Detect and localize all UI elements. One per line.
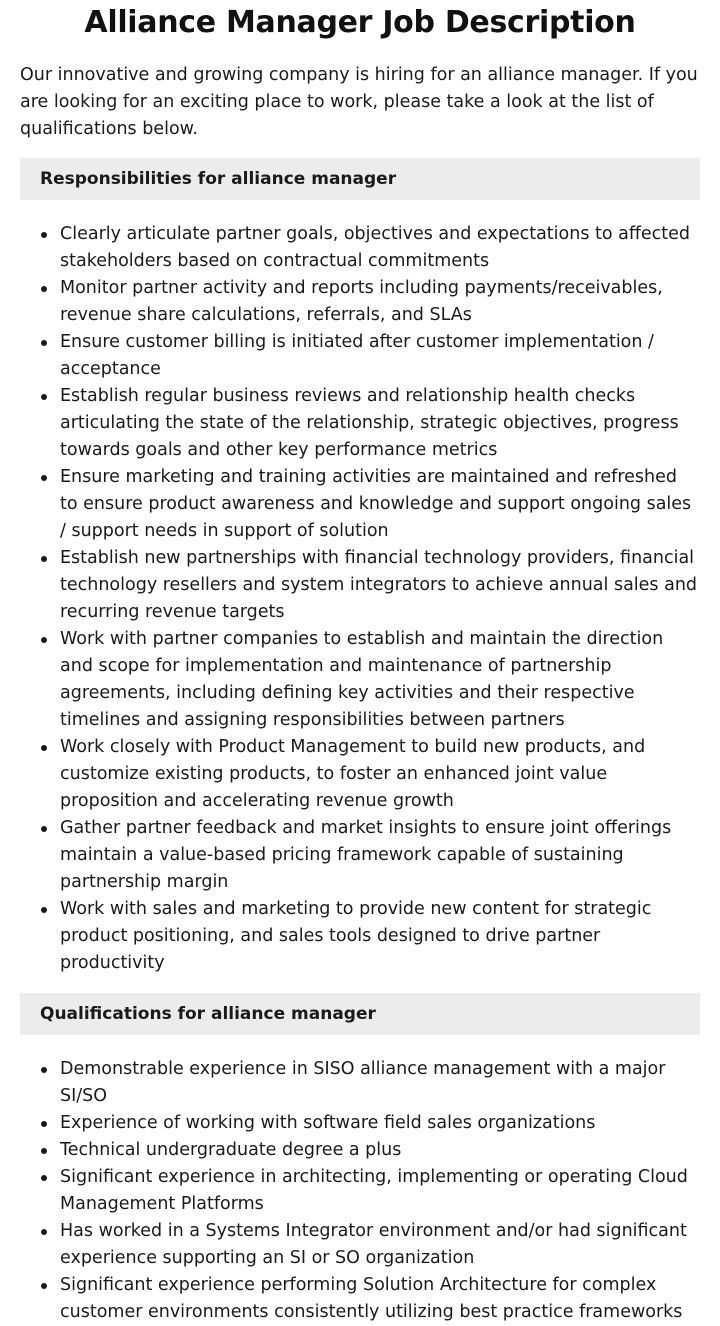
responsibility-item: Gather partner feedback and market insights to ensure joint offerings maintain a value-based pricing framework capable of sustaining partnership margin <box>20 815 700 896</box>
qualification-item: Significant experience performing Solution Architecture for complex customer environments consistently utilizing best practice frameworks <box>20 1272 700 1326</box>
responsibility-item: Establish new partnerships with financial technology providers, financial technology resellers and system integrators to achieve annual sales and recurring revenue targets <box>20 545 700 626</box>
page-title: Alliance Manager Job Description <box>84 5 636 40</box>
qualifications-list <box>20 1035 700 1326</box>
qualification-item: Demonstrable experience in SISO alliance management with a major SI/SO <box>20 1056 700 1110</box>
responsibility-item: Work with partner companies to establish and maintain the direction and scope for implementation and maintenance of partnership agreements, including defining key activities and their respective timelines and assigning responsibilities between partners <box>20 626 700 734</box>
responsibility-item: Work closely with Product Management to build new products, and customize existing products, to foster an enhanced joint value proposition and accelerating revenue growth <box>20 734 700 815</box>
qualification-item: Technical undergraduate degree a plus <box>20 1137 700 1164</box>
responsibilities-heading: Responsibilities for alliance manager <box>20 158 700 200</box>
responsibility-item: Work with sales and marketing to provide new content for strategic product positioning, and sales tools designed to drive partner productivity <box>20 896 700 977</box>
responsibilities-list <box>20 200 700 977</box>
qualification-item: Experience of working with software field sales organizations <box>20 1110 700 1137</box>
responsibility-item: Clearly articulate partner goals, objectives and expectations to affected stakeholders based on contractual commitments <box>20 221 700 275</box>
responsibility-item: Ensure customer billing is initiated after customer implementation / acceptance <box>20 329 700 383</box>
responsibility-item: Ensure marketing and training activities are maintained and refreshed to ensure product awareness and knowledge and support ongoing sales / support needs in support of solution <box>20 464 700 545</box>
qualifications-heading: Qualifications for alliance manager <box>20 993 700 1035</box>
qualification-item: Significant experience in architecting, implementing or operating Cloud Management Platforms <box>20 1164 700 1218</box>
qualification-item: Has worked in a Systems Integrator environment and/or had significant experience supporting an SI or SO organization <box>20 1218 700 1272</box>
intro-paragraph: Our innovative and growing company is hiring for an alliance manager. If you are looking for an exciting place to work, please take a look at the list of qualifications below. <box>20 65 698 139</box>
responsibility-item: Establish regular business reviews and relationship health checks articulating the state of the relationship, strategic objectives, progress towards goals and other key performance metrics <box>20 383 700 464</box>
responsibility-item: Monitor partner activity and reports including payments/receivables, revenue share calculations, referrals, and SLAs <box>20 275 700 329</box>
